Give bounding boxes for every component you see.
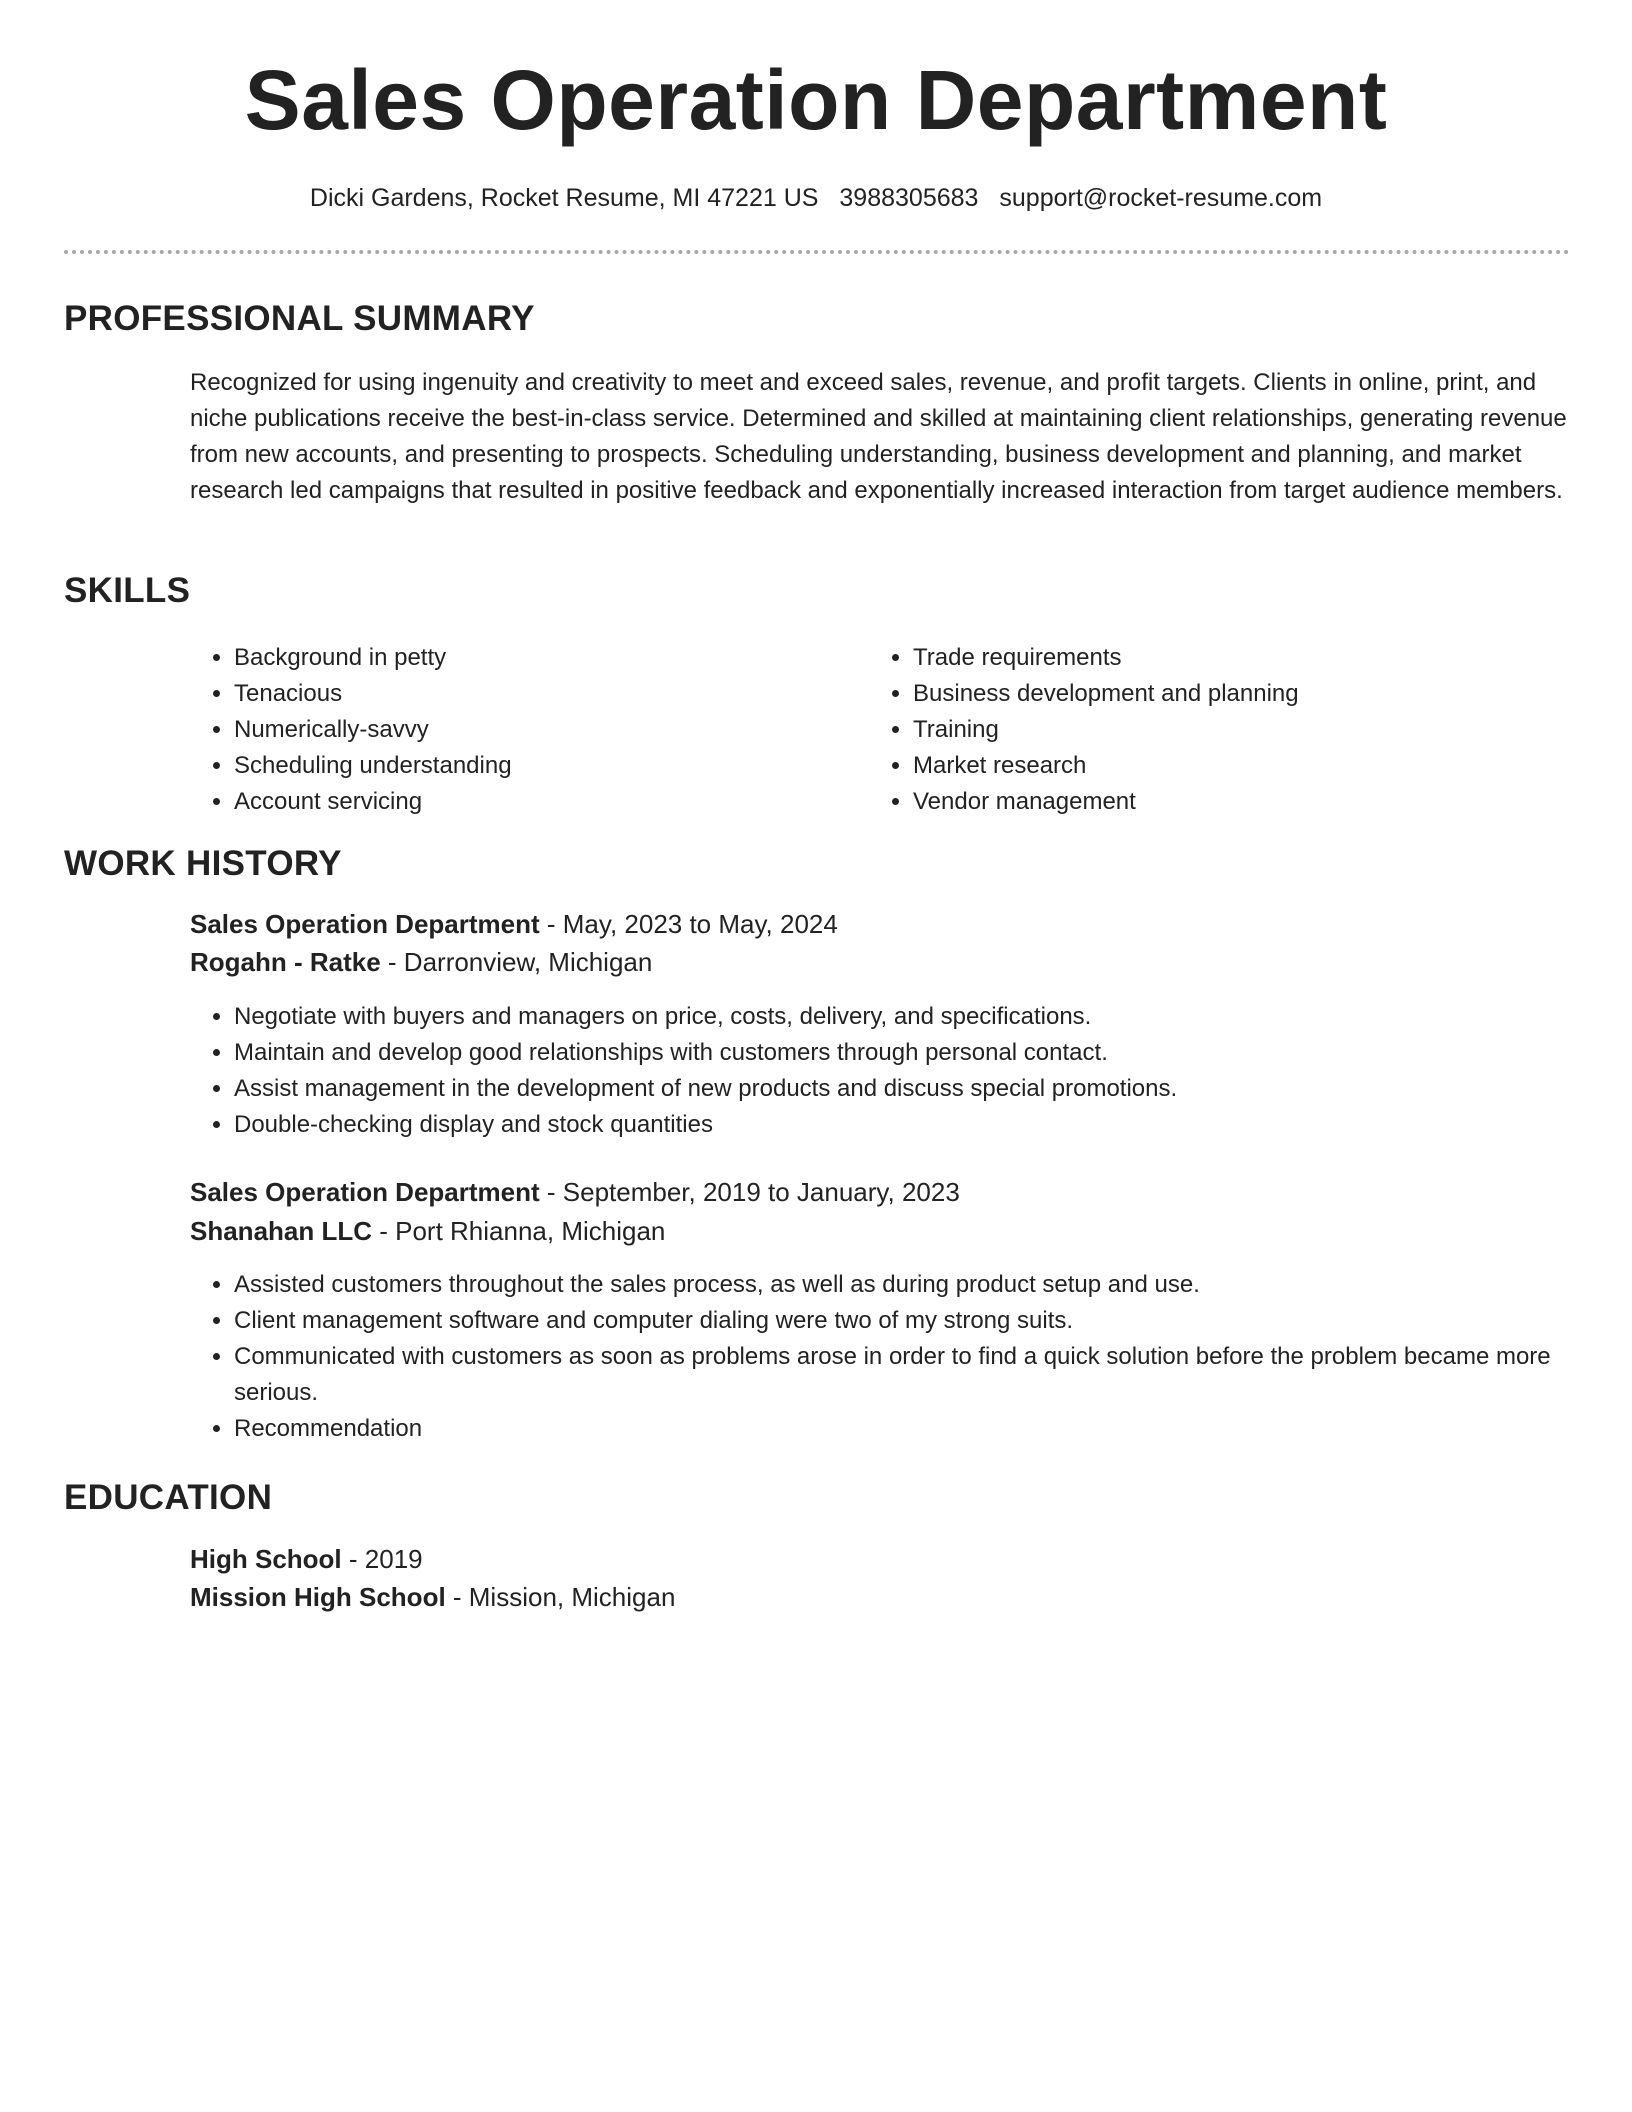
education-school: Mission High School	[190, 1582, 446, 1612]
header-divider	[64, 250, 1570, 254]
candidate-name: Sales Operation Department	[244, 53, 1388, 147]
contact-address: Dicki Gardens, Rocket Resume, MI 47221 US	[309, 184, 819, 212]
job-dates: - September, 2019 to January, 2023	[539, 1177, 960, 1207]
job-company-line	[190, 1213, 665, 1249]
job-title-line	[190, 906, 838, 942]
job-bullet: • Client management software and computer dialing were two of my strong suits.	[234, 1303, 1585, 1339]
skills-list-left	[190, 640, 830, 820]
summary-text: Recognized for using ingenuity and creativity to meet and exceed sales, revenue, and profit targets. Clients in online, print, and niche publications receive the best-in-class service. Determined and skilled at maintaining client relationships, generating revenue from new accounts, and presenting to prospects. Scheduling understanding, business development and planning, and market research led campaigns that resulted in positive feedback and exponentially increased interaction from target audience members.	[190, 369, 1567, 504]
education-year: - 2019	[341, 1544, 423, 1574]
job-bullet: • Double-checking display and stock quantities	[234, 1107, 1585, 1143]
skill-item: • Tenacious	[234, 676, 830, 712]
contact-line	[0, 180, 1632, 216]
section-title-summary: PROFESSIONAL SUMMARY	[64, 299, 535, 338]
job-bullets	[190, 999, 1585, 1143]
section-title-work-history: WORK HISTORY	[64, 844, 342, 883]
job-bullet: • Communicated with customers as soon as problems arose in order to find a quick solution before the problem became more serious.	[234, 1339, 1585, 1411]
education-school-line	[190, 1579, 675, 1615]
job-company-line	[190, 944, 652, 980]
job-role: Sales Operation Department	[190, 909, 540, 939]
skill-item: • Trade requirements	[913, 640, 1509, 676]
job-company: Shanahan LLC	[190, 1216, 373, 1246]
job-dates: - May, 2023 to May, 2024	[539, 909, 838, 939]
section-title-skills: SKILLS	[64, 571, 191, 610]
skill-item: • Training	[913, 712, 1509, 748]
skills-column-right	[869, 640, 1509, 820]
job-title-line	[190, 1174, 960, 1210]
skill-item: • Business development and planning	[913, 676, 1509, 712]
job-location: - Darronview, Michigan	[380, 947, 653, 977]
skills-column-left	[190, 640, 830, 820]
job-bullet: • Recommendation	[234, 1411, 1585, 1447]
job-bullet: • Assist management in the development of new products and discuss special promotions.	[234, 1071, 1585, 1107]
job-bullet: • Maintain and develop good relationships with customers through personal contact.	[234, 1035, 1585, 1071]
skill-item: • Market research	[913, 748, 1509, 784]
job-bullet: • Assisted customers throughout the sales process, as well as during product setup and use.	[234, 1267, 1585, 1303]
section-title-education: EDUCATION	[64, 1478, 273, 1517]
job-location: - Port Rhianna, Michigan	[372, 1216, 666, 1246]
education-degree-line	[190, 1541, 423, 1577]
job-bullet: • Negotiate with buyers and managers on price, costs, delivery, and specifications.	[234, 999, 1585, 1035]
job-company: Rogahn - Ratke	[190, 947, 381, 977]
contact-email: support@rocket-resume.com	[999, 184, 1323, 212]
skill-item: • Vendor management	[913, 784, 1509, 820]
contact-phone: 3988305683	[839, 184, 979, 212]
job-bullets	[190, 1267, 1585, 1447]
skill-item: • Account servicing	[234, 784, 830, 820]
skill-item: • Scheduling understanding	[234, 748, 830, 784]
skills-list-right	[869, 640, 1509, 820]
education-location: - Mission, Michigan	[445, 1582, 676, 1612]
skill-item: • Background in petty	[234, 640, 830, 676]
education-degree: High School	[190, 1544, 342, 1574]
job-role: Sales Operation Department	[190, 1177, 540, 1207]
skill-item: • Numerically-savvy	[234, 712, 830, 748]
